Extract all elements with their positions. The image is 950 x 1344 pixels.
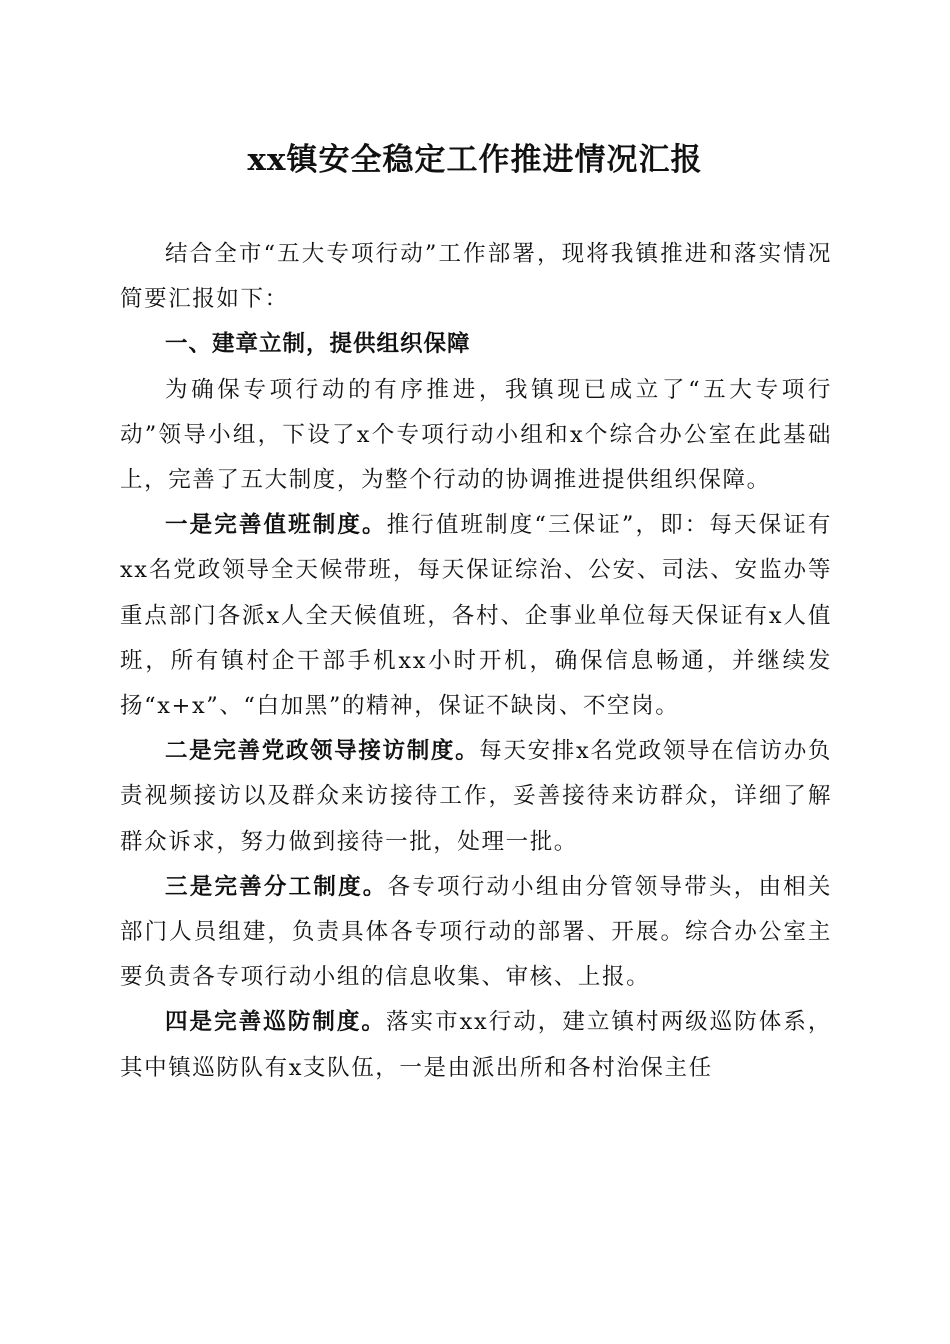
item-text-4: 落实市xx行动，建立镇村两级巡防体系，其中镇巡防队有x支队伍，一是由派出所和各村治保主任 [120,1009,833,1081]
item-lead-1: 一是完善值班制度。 [165,512,387,539]
item-lead-2: 二是完善党政领导接访制度。 [165,738,480,765]
item-text-3: 各专项行动小组由分管领导带头，由相关部门人员组建，负责具体各专项行动的部署、开展。综合办公室主要负责各专项行动小组的信息收集、审核、上报。 [120,873,832,991]
section-paragraph: 为确保专项行动的有序推进，我镇现已成立了“五大专项行动”领导小组，下设了x个专项行动小组和x个综合办公室在此基础上，完善了五大制度，为整个行动的协调推进提供组织保障。 [120,376,832,494]
item-paragraph-4 [120,1000,832,1090]
item-paragraph-2 [120,729,832,865]
section-heading: 一、建章立制，提供组织保障 [165,331,471,358]
document-title: xx镇安全稳定工作推进情况汇报 [247,142,703,178]
item-text-1: 推行值班制度“三保证”，即：每天保证有xx名党政领导全天候带班，每天保证综治、公安、司法、安监办等重点部门各派x人全天候值班，各村、企事业单位每天保证有x人值班，所有镇村企干部手机xx小时开机，确保信息畅通，并继续发扬“x+x”、“白加黑”的精神，保证不缺岗、不空岗。 [120,512,833,720]
document-body [120,232,832,1091]
item-lead-4: 四是完善巡防制度。 [165,1009,386,1036]
intro-paragraph: 结合全市“五大专项行动”工作部署，现将我镇推进和落实情况简要汇报如下： [120,241,832,313]
item-text-2: 每天安排x名党政领导在信访办负责视频接访以及群众来访接待工作，妥善接待来访群众，详细了解群众诉求，努力做到接待一批，处理一批。 [120,738,832,855]
item-lead-3: 三是完善分工制度。 [165,873,388,900]
item-paragraph-1 [120,503,832,729]
item-paragraph-3 [120,865,832,1001]
